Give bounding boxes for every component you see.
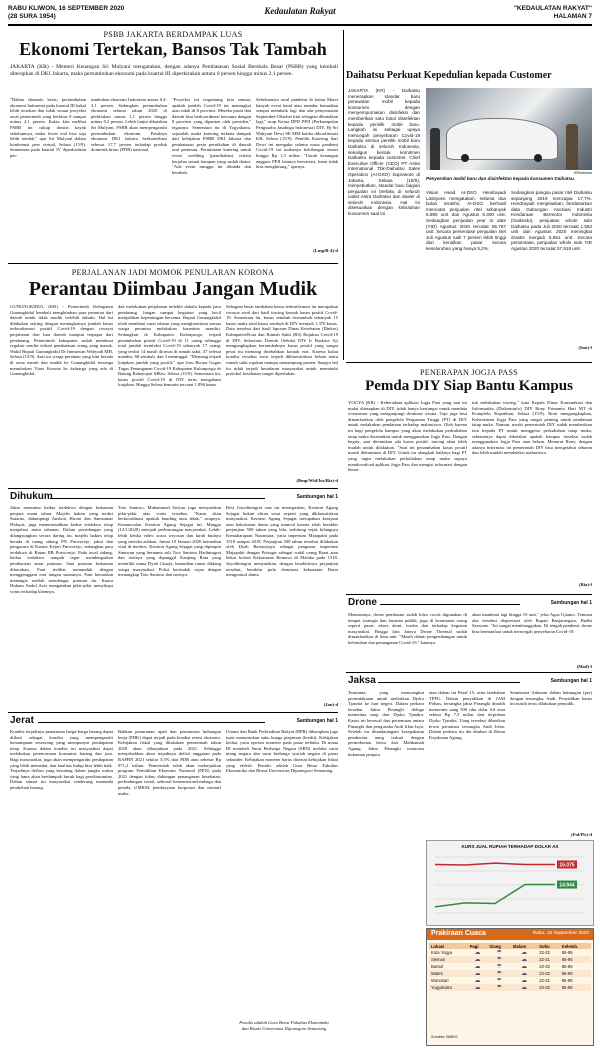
daihatsu-headline: Daihatsu Perkuat Kepedulian kepada Customer [346, 70, 552, 81]
weather-temp: 23-32 [539, 985, 550, 990]
daihatsu-col1: JAKARTA (KR) - Daihatsu menerapkan standar baru perawatan mobil kepada konsumen dengan menyempurnakan disinfeksi dan memberikan satu botol disinfektan kepada pemilik mobil baru. Langkah ini sebagai upaya mencegah penyebaran Covid-19 kepada semua pemilik mobil baru Daihatsu di seluruh Indonesia, sekaligus bentuk komitmen Daihatsu kepada customer. Chief Executive Officer (CEO) PT Astra International Tbk-Daihatsu Sales Operation (AI-DSO) Supranoto di Jakarta, Selasa (15/9), menyebutkan, standar baru bagian penjualan ini berlaku di seluruh outlet Astra Daihatsu dan dealer di seluruh Indonesia. Hal ini disesuaikan dengan kebutuhan konsumen saat ini. [348, 88, 420, 217]
header-date-line1: RABU KLIWON, 16 SEPTEMBER 2020 [8, 5, 125, 12]
jerat-top-rule [8, 712, 338, 713]
jerat-col1: Kondisi terjadinya penurunan harga-harga barang dapat diikuti sebagai kondisi yang mempengaruhi kemampuan seseorang yang mempunyai pendapatan tetap. Karena dalam kondisi ini masyarakat dapat melakukan perencanaan konsumsi barang dan jasa. Bagi masyarakat, juga akan mempengaruhi pendapatan yang lebih memadai, dan kualitas hidup bisa lebih baik. Terjadinya deflasi yang berulang dalam jangka waktu yang lama akan berdampak buruk bagi perekonomian. Dalam situasi ini masyarakat cenderung menunda pembelian barang. [10, 729, 113, 790]
weather-row [429, 984, 591, 991]
story2-signature: (Bmp/Wid/Ira/Riz)-d [296, 478, 338, 483]
weather-source: Sumber: BMKG [431, 1035, 458, 1039]
jerat-subtitle: Sambungan hal 1 [296, 718, 338, 724]
weather-humidity: 65-95 [561, 957, 573, 962]
jerat-col3: Umum dan Bank Perkreditan Rakyat (BPR) diharapkan juga turut menurunkan suku bunga pinjaman (kredit). Kebijakan kedua, yaitu operasi moneter pada pasar terbuka. Di mana BI membeli Surat Berharga Negara (SBN) melalui surat utang negara dan surat berharga syariah negara di pasar sekunder. Kebijakan moneter harus disertai kebijakan fiskal yang efektif. Penulis adalah Guru Besar Fakultas Ekonomika dan Bisnis Universitas Diponegoro Semarang. [226, 729, 338, 774]
daihatsu-signature: (San)-f [578, 345, 592, 350]
story1-col4: Sebelumnya awal pandemi di bulan Maret banyak event batal atau mundur kemudian sempat membaik lagi dan ada penyesuaian September-Oktober kini sebagian dibatalkan lagi," ucap Ketua DPD PPJI (Perkumpulan Pengusaha Jasaboga Indonesia) DIY, Hj Sri Wahyuni Dewi SE MM ketika dikonfirmasi KR, Selasa (15/9). Pemilik Katering Sari Dewi ini mengaku selama masa pandemi Covid-19 ini usahanya kehilangan omset hingga Rp 1,5 miliar. "Untuk keuangan anggota PPJI lainnya bervariasi, kami tidak bisa menghitung," ujarnya. [256, 97, 338, 170]
weather-cloud-icon: ☁ [474, 985, 481, 991]
weather-col-header: Pagi [468, 943, 488, 949]
weather-humidity: 65-95 [561, 985, 573, 990]
weather-cloud-icon: ☂ [496, 964, 502, 970]
weather-col-header: Suhu [537, 943, 560, 949]
drone-top-rule [346, 594, 592, 595]
kurs-value-label: 14.944 [559, 882, 575, 889]
person-right [566, 124, 578, 170]
dihukum-subtitle: Sambungan hal 1 [296, 494, 338, 500]
weather-cloud-icon: ☁ [474, 978, 481, 984]
weather-city: Yogyakarta [431, 985, 452, 990]
daihatsu-col3: Sedangkan pangsa pasar ritel Daihatsu sepanjang 2019 mencapai 17,7%. Hendrayadi menjelaskan, berdasarkan data Gabungan Asosiasi Industri Kendaraan Bermotor Indonesia (Gaikindo), penjualan whole sale Daihatsu pada Juli 2020 tercatat 1.553 unit dan Agustus 2020 meningkat drastis menjadi 6.651 unit. Secara persentase, penjualan whole sale YtD Agustus 2020 tercatat 57.918 unit. [511, 190, 592, 251]
story1-col3: "Proyeksi ini tergantung kita semua, apakah jumlah Covid-19 ini meningkat atau tidak di 8 provinsi. Mereka pusat dan daerah bisa berkoordinasi bersama dengan 8 provinsi yang dipantau oleh presiden," tegasnya. Sementara itu di Yogyakarta, sejumlah usaha katering terkena dampak dari kebijakan PSBB DKI Jakarta dan pembatasan pesta pernikahan di daerah asal pemesan. Permintaan katering untuk event wedding (pernikahan) terlalu berjalan sesuai harapan yang sudah diatur. "Ada event minggu ini ditunda dan berubah. [172, 97, 251, 175]
story1-kicker: PSBB JAKARTA BERDAMPAK LUAS [103, 30, 243, 39]
weather-cloud-icon: ☁ [521, 950, 528, 956]
jerat-col2: Bahkan penurunan upah dan pemutusan hubungan kerja (PHK) dapat terjadi pada kondisi resesi ekonomi. Kebijakan fiskal yang dilakukan pemerintah tahun 2020 akan dilanjutkan pada 2021. Sehingga menyebabkan akan terjadinya defisit anggaran pada RAPBN 2021 sekitar 5,5% dari PDB atau sebesar Rp 971,2 triliun. Pemerintah telah akan melanjutkan program Pemulihan Ekonomi Nasional (PEN) pada 2021 dengan fokus dukungan penanganan kesehatan, perlindungan sosial, sektoral kementerian/lembaga dan pemda, UMKM, pembiayaan korporasi dan insentif usaha. [118, 729, 221, 796]
weather-row [429, 949, 591, 956]
weather-col-header: Malam [511, 943, 537, 949]
jogjapass-signature: (Ria)-f [578, 582, 592, 587]
jaksa-col2: atau dalam ini Pasal 15, serta tambahan TPPU. Dalam penyidikan di JAM Pidsus, tersangka jaksa Pinangki ditudih menerima uang 500 ribu dolar AS atau sekitar Rp 7,5 miliar dari terpidana Djoko Tjandra. Uang tersebut diberikan lewat perantara tersangka Andi Irfan. Dalam perkara itu dia ditahan di Rutan Kejaksaan Agung. [429, 690, 505, 740]
daihatsu-photo-credit: KR/ist/ewe [573, 171, 592, 175]
jaksa-col1: Terutama, yang menyangkut permufakatan untuk melarikan Djoko Tjandra ke luar negeri. Dalam perkara tersebut Jaksa Pinangki diduga menerima suap dari Djoko Tjandra. Kasus ini berawal dari pertemuan antara Pinangki dan pengusaha Andi Irfan Jaya. Setelah itu ditandatangani kesepakatan pemberian uang terkait dengan permohonan fatwa dari Mahkamah Agung. Jaksa Pinangki terancam hukuman penjara. [348, 690, 424, 757]
weather-cloud-icon: ☂ [496, 950, 502, 956]
jaksa-title-rule [378, 682, 520, 683]
header-page-line1: "KEDAULATAN RAKYAT" [513, 5, 592, 12]
weather-city: Wonosari [431, 978, 449, 983]
story1-col1: "Dalam skenario berat, pertumbuhan ekonomi Indonesia pada kuartal III bakal lebih tertekan dan tidak sesuai proyeksi awal pemerintah yang berkisar 0 sampai minus 2,1 persen. Kalau kita melihat PSBB ini cukup drastis kayak sebelumnya, maka lower end bisa saja lebih rendah," ujar Sri Mulyani dalam konferensi pers virtual, Selasa (15/9). Sementara pada kuartal IV diperkirakan per- [10, 97, 86, 158]
kurs-chart-title: KURS JUAL RUPIAH TERHADAP DOLAR AS [461, 844, 559, 849]
daihatsu-col2: Visian Head AI-DSO Hendrayadi Lastiyoso mengatakan, selama dua bulan terakhir, AI-DSO berhasil mencatat penjualan ritel sebanyak 5.890 unit dan Agustus 6.300 unit. Sedangkan penjualan year to date (YtD) Agustus 2020 tercatat 65.767 unit. Secara persentase penjualan ritel Juli Agustus naik 7 persen lebih tinggi dari kenaikan pasar secara keseluruhan yang hanya 5,2%. [426, 190, 506, 251]
jaksa-col3: Sementara Ankuran dalam hubungan (per) dengan tersangka, Andi. Penyidikan kasus ini masih terus dilakukan penyidik. [510, 690, 592, 707]
weather-humidity: 65-95 [561, 950, 573, 955]
story2-col3: Sebagian besar tambahan kasus terkonfirmasi itu merupakan riwayat awal dari hasil tracing kontak kasus positif Covid-19. Sementara itu, kasus sembuh bertambah sebanyak 15 kasus maka total kasus sembuh di DIY menjadi 1.370 kasus. Data tersebut dari hasil laporan Dinas Kesehatan (Dinkes) Kabupaten/Kota dan Rumah Sakit (RS) Rujukan Covid-19 di DIY. Sekretaris Daerah (Sekda) DIY Ir Baskara Aji mengungkapkan bertambahnya kasus positif yang sangat pesat itu memang disebabkan kontak erat. Karena kalau kondisi tersebut terus terjadi dikhawatirkan belum tentu rumah sakit rujukan mampu menampung pasien. Suapya hal itu tidak terjadi kesadaran masyarakat untuk mematuhi protokol kesehatan sangat diperlukan. [226, 304, 338, 377]
kurs-value-label: 15.075 [559, 862, 575, 869]
car-wheel-rear [534, 154, 542, 162]
drone-title-rule [380, 604, 520, 605]
story1-headline: Ekonomi Tertekan, Bansos Tak Tambah [19, 39, 327, 59]
story2-kicker: PERJALANAN JADI MOMOK PENULARAN KORONA [71, 268, 275, 277]
header-date-line2: (28 SURA 1954) [8, 13, 56, 20]
weather-cloud-icon: ☁ [474, 957, 481, 963]
drone-title: Drone [348, 597, 377, 608]
jerat-footer: Penulis adalah Guru Besar Fakultas Ekonomika dan Bisnis Universitas Diponegoro Semarang [239, 1020, 329, 1031]
drone-col2: akan mambuat lagi hingga 10 unit," jelas Agus Ujianto. Temuan alat tersebut diapresiasi oleh Bupati Banjarnegara, Budhi Sarwono. "Ini sangat membanggakan. Di tengah pandemi, drone bisa bermanfaat untuk mencegah penyebaran Covid-19. [472, 612, 592, 634]
weather-panel [426, 928, 594, 1046]
weather-col-header: Kelemb. [560, 943, 591, 949]
weather-temp: 23-32 [539, 950, 550, 955]
weather-cloud-icon: ☂ [496, 971, 502, 977]
jaksa-signature: (Ful/Fls)-d [571, 832, 592, 837]
jogjapass-top-rule [346, 362, 592, 363]
weather-cloud-icon: ☂ [496, 985, 502, 991]
story2-col2: dak melakukan perjalanan terlebih dahulu kepada para pendatang. Jangan sampai kegiatan yang kecil menjadikan kepentingan bersama. Bupati Gunungkidul telah membuat surat edaran yang mengharuskan semua warga perantau melakukan karantina mandiri. Sedangkan di Kabupaten Kulonprogo, terjadi penambahan positif Covid-19 di 11 orang sehingga total jumlah terinfeksi Covid-19 sebanyak 17 orang, yang terdiri 14 masih dirawat di rumah sakit, 37 selesai mandiri, 68 sembuh, dan 3 meninggal. "Memang terjadi lonjakan jumlah yang positif," ujar Juru Bicara Gugus Tugas Penanganan Covid-19 Kabupaten Kulonprogo dr Baning Rahayujati MKes, Selasa (15/9). Sementara itu, kasus positif Covid-19 di DIY terus mengalami lonjakan. Hingga Selasa kemarin tercatat 1.896 kasus. [118, 304, 221, 388]
kurs-chart-plot [427, 853, 593, 923]
weather-date: Rabu, 16 September 2020 [532, 931, 589, 936]
weather-cloud-icon: ☁ [521, 964, 528, 970]
weather-row [429, 970, 591, 977]
drone-subtitle: Sambungan hal 1 [550, 600, 592, 606]
car-wheel-front [461, 154, 469, 162]
weather-table [429, 943, 591, 991]
dihukum-title: Dihukum [10, 491, 53, 502]
header-date [8, 5, 208, 21]
weather-cloud-icon: ☂ [496, 978, 502, 984]
dihukum-col1: Jaksa menuntut kedua terdakwa dengan hukuman penjara enam tahun. Majelis hakim yang terdiri Sutarno, didampingi Anshori Hironi dan Samsumar Hidayat, juga memerintahkan kedua terdakwa tetap menjalani masa tahanan. Dalam persidangan yang dilangsungkan secara daring itu, majelis hakim tetap berada di ruang sidang PN Purworejo, jaksa dan pengacara di Kantor Kejari Purworejo, sedangkan para terdakwa di Rutan IIB Purworejo. Pada awal sidang, kedua terdakwa tampak tegar mendengarkan pembacaan amar putusan. Saat putusan hukuman dibacakan, Fani terlihat menunduk dengan menggenggam erat tangan suaminya. Fani kemudian menangis setelah mendengar putusan itu. Kuasa Hukum Andul Aziz mengatakan pikir-pikir menyikapi vonis terhadap kliennya. [10, 505, 113, 594]
weather-cloud-icon: ☁ [474, 950, 481, 956]
jogjapass-headline: Pemda DIY Siap Bantu Kampus [365, 378, 573, 394]
person-left [430, 128, 440, 170]
weather-temp: 23-32 [539, 964, 550, 969]
header-page [392, 5, 592, 21]
weather-temp: 22-31 [539, 957, 550, 962]
weather-temp: 23-32 [539, 971, 550, 976]
daihatsu-caption: Penyerahan mobil baru dan disinfektan kepada konsumen Daihatsu. [426, 176, 576, 181]
jogjapass-col2: tuk melakukan tracing," kata Kepala Dinas Komunikasi dan Informatika (Diskominfo) DIY Rony Primanto Hari MT di Kompleks Kepatihan, Selasa (15/9). Roni mengungkapkan, Keberadaan Jogja Pass yang sangat penting untuk pendataan tatap muka. Namun, meski pemerintah DIY sudah memberikan izin kepada PT untuk menggelar perkuliahan tatap muka, sebenarnya dapat diketahui apakah kampus tersebut sudah menggunakan Jogja Pass atau belum. Menurut Rony, dengan adanya informasi ini pemerintah DIY bisa mengetahui sebaran dan lebih mudah mendeteksi mahasiswa. [472, 400, 592, 456]
kurs-series-line [435, 863, 555, 865]
weather-humidity: 65-95 [561, 978, 573, 983]
story1-col2: tumbuhan ekonomi Indonesia antara 0,4-3,1 persen. Sedangkan pertumbuhan ekonomi selama tahun 2020 di perkirakan minus 1,1 persen hingga minus 0,2 persen. Lebih lanjut dikatakan Sri Mulyani, PSBB akan mempengaruhi pertumbuhan ekonomi. Pasalnya ekonomi DKI Jakarta berkontribusi sebesar 17,7 persen terhadap produk domestik bruto (PDB) nasional. [91, 97, 167, 153]
weather-cloud-icon: ☁ [521, 957, 528, 963]
header-page-line2: HALAMAN 7 [553, 13, 592, 20]
masthead-logo: Kedaulatan Rakyat [264, 6, 336, 16]
jerat-title: Jerat [10, 715, 34, 726]
drone-signature: (Mad)-f [576, 664, 592, 669]
weather-col-header: Siang [487, 943, 511, 949]
weather-row [429, 956, 591, 963]
daihatsu-side-rule [343, 30, 344, 360]
weather-row [429, 963, 591, 970]
dihukum-col3: Resi Joyodiningrat saat itu menegaskan, Keraton Agung Sejagat bukan aliran sesat seperti yang dikhawatirkan masyarakat. Keraton Agung Sejagat merupakan kerajaan atau kekaisaran dunia yang muncul karena telah berakhir perjanjian 500 tahun yang lalu, terhitung sejak hilangnya Kemaharajaan Nusantara, yaitu imperium Majapahit pada 1518 sampai 2018. Perjanjian 500 tahun tersebut dilakukan oleh Dyah Ranawijaya sebagai penguasa imperium Majapahit dengan Portugis sebagai wakil orang Barat atau bekas koloni Kekaisaran Romawi di Malaka pada 1518. Joyodiningrat menyatakan, dengan berakhirnya perjanjian tersebut, berakhir pula dominasi kekuasaan Barat mengontrol dunia. [226, 505, 338, 578]
story2-top-rule [8, 263, 338, 264]
weather-temp: 22-31 [539, 978, 550, 983]
story1-signature: (Lmg/R-4)-d [313, 248, 338, 253]
jaksa-subtitle: Sambungan hal 1 [550, 678, 592, 684]
weather-city: Sleman [431, 957, 446, 962]
story1-lead: JAKARTA (KR) - Menteri Keuangan Sri Mulyani mengatakan, dengan adanya Pembatasan Sosial Berskala Besar (PSBB) yang kembali diterapkan di DKI Jakarta, maka pertumbuhan ekonomi pada kuartal III diperkirakan antara 0 persen hingga minus 2,1 persen. [10, 64, 338, 77]
story2-headline: Perantau Diimbau Jangan Mudik [28, 278, 318, 300]
dihukum-title-rule [50, 498, 265, 499]
weather-humidity: 65-95 [561, 971, 573, 976]
dihukum-signature: (Jan)-d [323, 702, 338, 707]
weather-cloud-icon: ☁ [474, 964, 481, 970]
weather-city: Kota Yogya [431, 950, 453, 955]
jogjapass-col1: YOGYA (KR) - Keberadaan aplikasi Jogja Pass yang saat ini mulai diterapkan di DIY, tidak hanya berfungsi untuk mendata wisatawan yang mengunjungi destinasi wisata. Tapi juga bisa dimanfaatkan oleh pengelola Perguruan Tinggi (PT) di DIY untuk melakukan pendataan terhadap mahasiswa. Oleh karena itu bagi pengelola kampus yang akan melakukan perkuliahan tatap muka disarankan untuk menggunakan Jogja Pass. Dengan begitu, saat ditemukan ada kasus positif, tracing akan lebih mudah untuk dilakukan. "Saat ini penambahan kasus positif masih didominasi di DIY. Untuk itu alangkah baiknya bagi PT yang ingin melakukan perkuliahan tatap muka supaya mendownload aplikasi Jogja Pass dan mengisi informasi dengan benar. [348, 400, 467, 473]
weather-cloud-icon: ☂ [496, 957, 502, 963]
weather-cloud-icon: ☁ [521, 978, 528, 984]
weather-cloud-icon: ☁ [474, 971, 481, 977]
jaksa-top-rule [346, 672, 592, 673]
weather-cloud-icon: ☁ [521, 971, 528, 977]
jogjapass-kicker: PENERAPAN JOGJA PASS [420, 368, 518, 377]
jerat-title-rule [38, 722, 265, 723]
weather-cloud-icon: ☁ [521, 985, 528, 991]
kurs-series-line [435, 885, 555, 907]
kurs-chart [426, 840, 594, 926]
dihukum-top-rule [8, 488, 338, 489]
weather-humidity: 65-95 [561, 964, 573, 969]
weather-city: Wates [431, 971, 443, 976]
story2-col1: GUNUNGKIDUL (KR) - Pemerintah Kabupaten Gunungkidul kembali menghimbau para perantau dari daerah untuk tidak mudik terlebih dahulu. Hal ini dilakukan seiring dengan meningkatnya jumlah kasus terkonfirmasi positif Covid-19 dengan riwayat perjalanan dari luar daerah maupun terpapar dari pendatang. Pemerintah kabupaten sudah membuat regulasi sendiri terkait pembatasan orang yang masuk. Wakil Bupati Gunungkidul Dr Immawan Wahyudi MH, Selasa (15/9). Saat ini warga perantau yang kini berada di zona merah dan mudik ke Gunungkidul tersanga menularkan Virus Korona ke keluarga yang ada di Gunungkidul. [10, 304, 113, 377]
weather-city: Bantul [431, 964, 443, 969]
weather-row [429, 977, 591, 984]
daihatsu-photo [426, 88, 592, 170]
drone-col1: Menurutnya, drone pembasmi sudah lolos cocok digunakan di tempat strategis dan layanan publik, juga di keramaian orang seperti pasar, akses demi, toreba dan terhadap kegiatan masyarakat. Hingga kini Jatayu Drone Thermal sudah dimanfaatkan di lima unit. "Masih dalam pengembangan untuk kebutuhan dan penanganan Covid-19," katanya. [348, 612, 467, 645]
header-rule [8, 24, 592, 26]
weather-col-header: Lokasi [429, 943, 468, 949]
weather-title: Prakiraan Cuaca [431, 930, 486, 937]
jaksa-title: Jaksa [348, 675, 376, 686]
dihukum-col2: Toto Santoso, Muhammad Sofyan juga menyatakan pikir-pikir atas vonis tersebut. "Kami akan berkoordinasi apakah banding atau tidak," ucapnya. Kemunculan Keraton Agung Sejagat ini, Minggu (12/1/2020) menjadi perbincangan masyarakat. Lebih-lebih ketika video acara wiyosan dan kirab budaya yang mereka adakan, Jumat 10 Januari 2020 kemudian viral di medsos. Keraton Agung Sejagat yang dipimpin Sinuwun yang bernama asli Toto Santoso Hadiningrat dan istrinya yang dipanggil Kanjeng Ratu yang memiliki nama Dyah Gitarja, kemudian ramai diidang warga masyarakat. Polisi bertindak cepat dengan menangkap Toto Santoso dan istrinya. [118, 505, 221, 578]
